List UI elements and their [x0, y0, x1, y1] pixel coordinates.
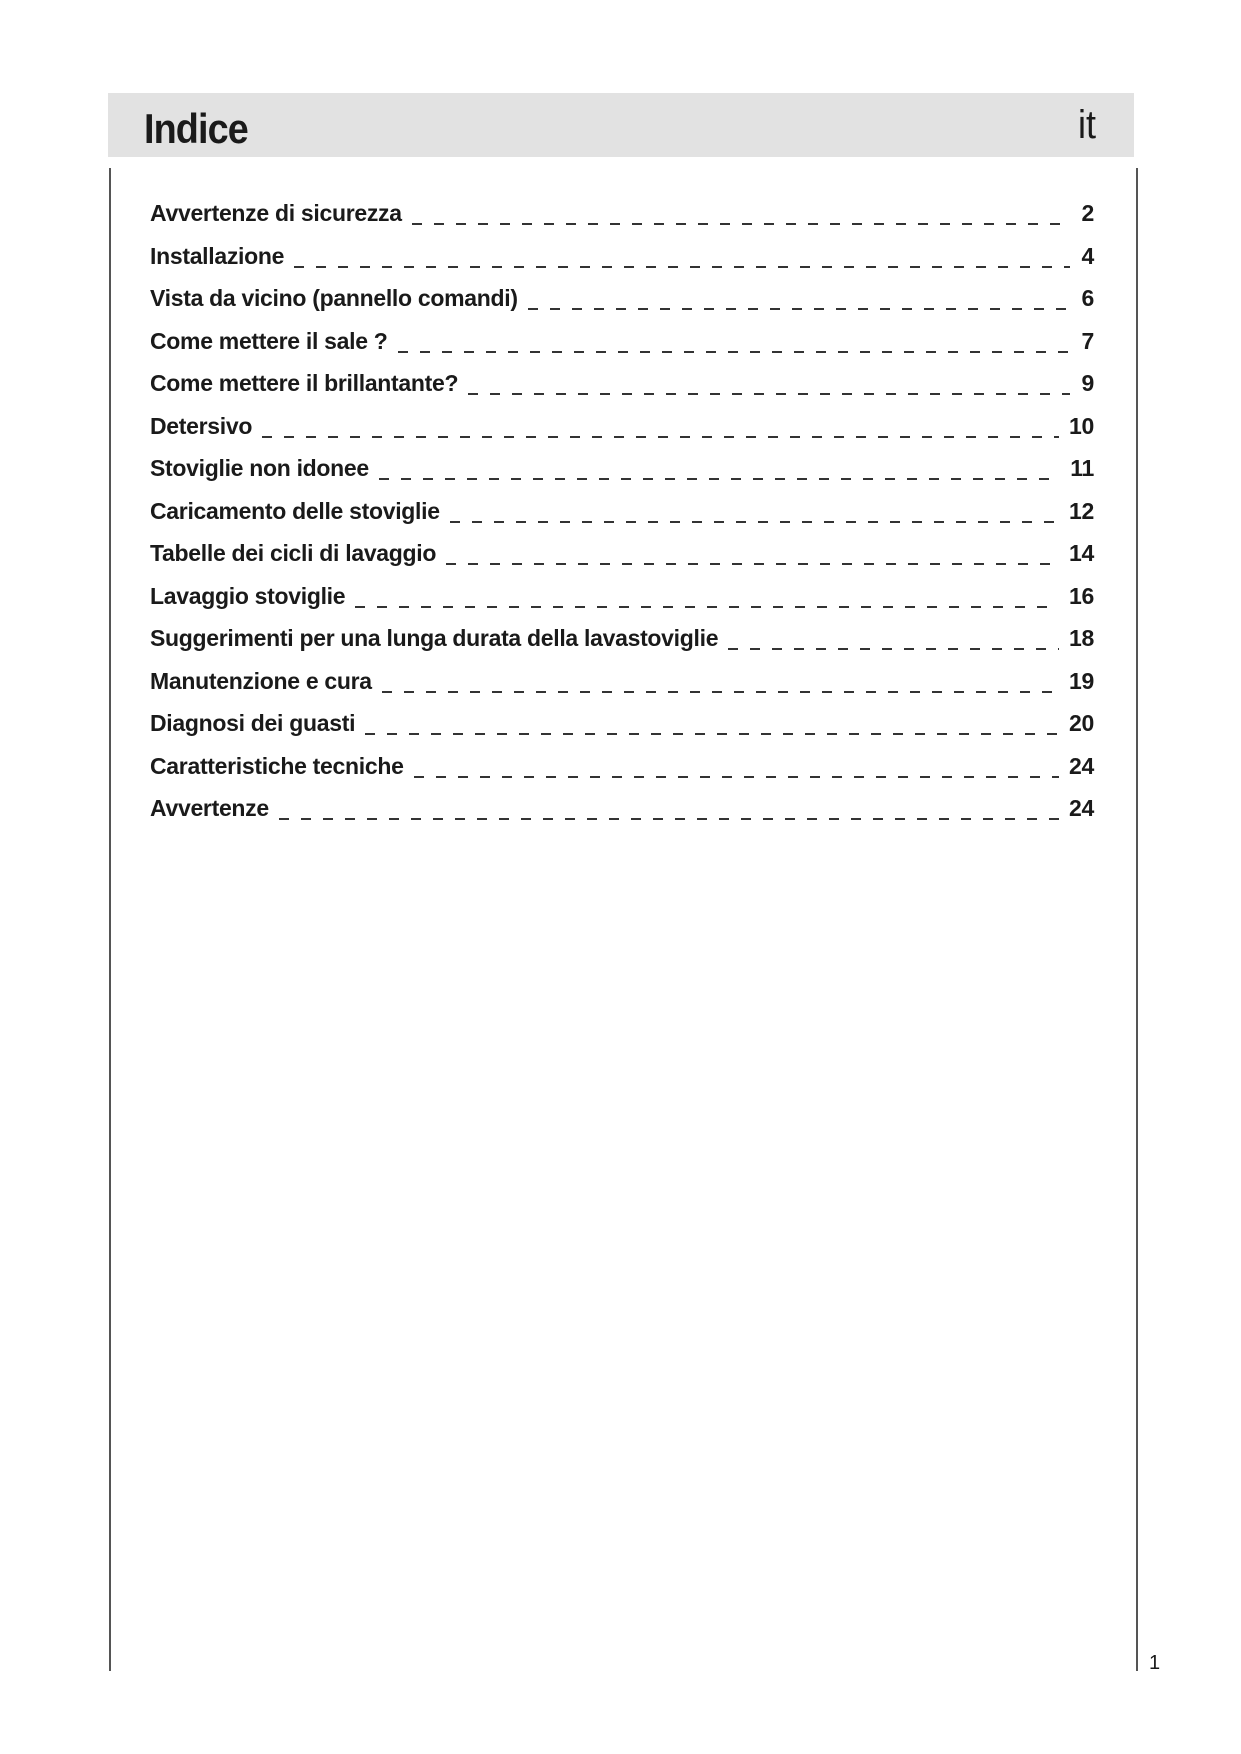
toc-entry[interactable] — [150, 455, 1094, 498]
toc-dash-leader — [379, 478, 1060, 480]
page-number: 1 — [1149, 1652, 1161, 1674]
toc-entry-title: Come mettere il sale ? — [150, 327, 388, 354]
toc-entry-title: Tabelle dei cicli di lavaggio — [150, 540, 437, 566]
toc-entry[interactable] — [150, 370, 1094, 413]
toc-entry-title: Come mettere il brillantante? — [150, 370, 459, 396]
toc-entry-page: 9 — [1081, 370, 1094, 396]
table-of-contents — [150, 200, 1094, 838]
toc-entry-page: 18 — [1069, 625, 1094, 651]
toc-entry-page: 24 — [1069, 795, 1094, 821]
left-margin-rule — [109, 168, 111, 1671]
toc-entry[interactable] — [150, 625, 1094, 668]
toc-entry-page: 2 — [1081, 200, 1094, 226]
toc-entry[interactable] — [150, 328, 1094, 371]
toc-entry-title: Avvertenze — [150, 795, 269, 821]
toc-entry-page: 4 — [1081, 242, 1094, 269]
toc-entry-title: Suggerimenti per una lunga durata della lavastoviglie — [150, 625, 719, 651]
toc-entry-title: Installazione — [150, 242, 285, 269]
toc-entry[interactable] — [150, 710, 1094, 753]
toc-entry[interactable] — [150, 243, 1094, 286]
toc-entry[interactable] — [150, 498, 1094, 541]
toc-dash-leader — [468, 393, 1070, 395]
toc-entry-page: 10 — [1069, 412, 1094, 439]
toc-entry-title: Vista da vicino (pannello comandi) — [150, 285, 518, 311]
toc-dash-leader — [414, 776, 1059, 778]
toc-dash-leader — [382, 691, 1059, 693]
toc-entry-page: 14 — [1069, 540, 1094, 566]
toc-dash-leader — [450, 521, 1059, 523]
toc-dash-leader — [528, 308, 1070, 310]
toc-dash-leader — [398, 351, 1070, 353]
toc-entry[interactable] — [150, 583, 1094, 626]
toc-entry-title: Manutenzione e cura — [150, 667, 372, 694]
toc-entry[interactable] — [150, 413, 1094, 456]
toc-entry-page: 24 — [1069, 752, 1094, 779]
toc-entry-title: Stoviglie non idonee — [150, 455, 369, 481]
page-title: Indice — [144, 105, 248, 152]
toc-dash-leader — [728, 648, 1059, 650]
toc-entry-page: 12 — [1069, 497, 1094, 524]
toc-entry-page: 19 — [1069, 667, 1094, 694]
toc-entry[interactable] — [150, 668, 1094, 711]
toc-dash-leader — [262, 436, 1059, 438]
toc-dash-leader — [294, 266, 1070, 268]
toc-dash-leader — [279, 818, 1059, 820]
toc-dash-leader — [412, 223, 1070, 225]
toc-entry-title: Diagnosi dei guasti — [150, 710, 356, 736]
toc-entry-page: 11 — [1070, 455, 1094, 481]
toc-dash-leader — [365, 733, 1059, 735]
toc-entry[interactable] — [150, 200, 1094, 243]
toc-dash-leader — [446, 563, 1059, 565]
toc-entry-title: Caratteristiche tecniche — [150, 752, 404, 779]
toc-entry-page: 7 — [1081, 327, 1094, 354]
toc-dash-leader — [355, 606, 1059, 608]
right-margin-rule — [1136, 168, 1138, 1671]
toc-entry[interactable] — [150, 540, 1094, 583]
toc-entry-title: Detersivo — [150, 412, 253, 439]
toc-entry[interactable] — [150, 795, 1094, 838]
toc-entry[interactable] — [150, 753, 1094, 796]
toc-entry-page: 6 — [1081, 285, 1094, 311]
language-code: it — [1078, 103, 1096, 147]
toc-entry-title: Lavaggio stoviglie — [150, 582, 346, 609]
toc-entry-title: Avvertenze di sicurezza — [150, 200, 402, 226]
toc-entry[interactable] — [150, 285, 1094, 328]
toc-entry-page: 16 — [1069, 582, 1094, 609]
toc-entry-title: Caricamento delle stoviglie — [150, 497, 440, 524]
header-band — [108, 93, 1134, 157]
toc-entry-page: 20 — [1069, 710, 1094, 736]
